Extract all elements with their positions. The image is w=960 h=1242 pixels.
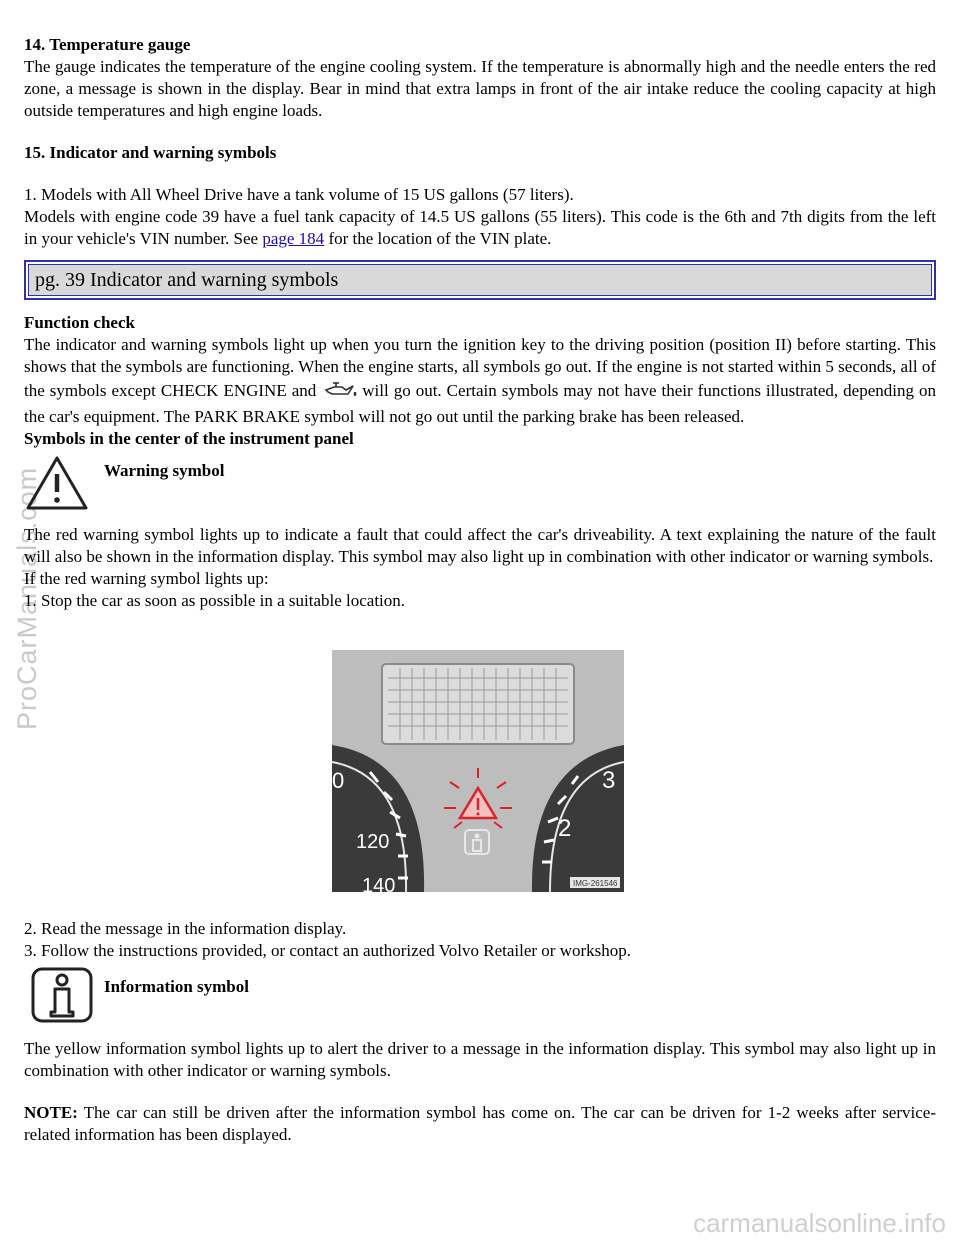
page-banner-title: pg. 39 Indicator and warning symbols <box>28 264 932 296</box>
footnote-2-pre: Models with engine code 39 have a fuel tank capacity of 14.5 US gallons (55 liters). This code is the 6th and 7th digits from the left in your vehicle's VIN number. See <box>24 207 936 248</box>
watermark-footer: carmanualsonline.info <box>693 1208 946 1238</box>
footnote-2-post: for the location of the VIN plate. <box>324 229 552 248</box>
section-14-text: The gauge indicates the temperature of the engine cooling system. If the temperature is abnormally high and the needle enters the red zone, a message is shown in the display. Bear in mind that extra lamps in front of the air intake reduce the cooling capacity at high outside temperatures and high engine loads. <box>24 57 936 120</box>
warning-triangle-icon <box>24 454 90 518</box>
information-icon <box>30 966 94 1030</box>
gauge-left-label-0: 0 <box>332 768 345 793</box>
information-symbol-row <box>24 966 936 1030</box>
page-184-link[interactable]: page 184 <box>262 229 325 248</box>
information-text: The yellow information symbol lights up to alert the driver to a message in the information display. This symbol may also light up in combination with other indicator or warning symbols. <box>24 1039 936 1080</box>
warning-symbol-title: Warning symbol <box>104 461 225 480</box>
note-label: NOTE: <box>24 1103 78 1122</box>
function-check-text-post: will go out. Certain symbols may not have their functions illustrated, depending on the car's equipment. The PARK BRAKE symbol will not go out until the parking brake has been released. <box>24 380 936 426</box>
note-text: The car can still be driven after the information symbol has come on. The car can be driven for 1-2 weeks after service-related information has been displayed. <box>24 1103 936 1144</box>
gauge-left-label-140: 140 <box>362 875 396 892</box>
function-check-text-pre: The indicator and warning symbols light up when you turn the ignition key to the driving position (position II) before starting. This shows that the symbols are functioning. When the engine starts, all symbols go out. If the engine is not started within 5 seconds, all of the symbols except CHECK ENGINE and <box>24 335 936 400</box>
function-check-heading: Function check <box>24 313 135 332</box>
footnote-1: 1. Models with All Wheel Drive have a tank volume of 15 US gallons (57 liters). <box>24 185 574 204</box>
section-14-heading: 14. Temperature gauge <box>24 35 191 54</box>
function-check-text <box>24 334 936 428</box>
manual-page <box>24 34 936 1146</box>
warning-text: The red warning symbol lights up to indicate a fault that could affect the car's driveability. A text explaining the nature of the fault will also be shown in the information display. This symbol may also light up in combination with other indicator or warning symbols. <box>24 525 936 566</box>
information-symbol-title: Information symbol <box>104 977 249 996</box>
note-paragraph <box>24 1102 936 1146</box>
oil-pressure-icon <box>320 378 358 406</box>
center-symbols-heading: Symbols in the center of the instrument panel <box>24 429 354 448</box>
warning-step-1: 1. Stop the car as soon as possible in a suitable location. <box>24 591 406 610</box>
watermark-side: ProCarManuals.com <box>12 466 42 730</box>
gauge-right-label-3: 3 <box>602 767 616 794</box>
figure-code: IMG-261546 <box>573 879 618 888</box>
section-15-heading: 15. Indicator and warning symbols <box>24 143 277 162</box>
warning-if-line: If the red warning symbol lights up: <box>24 569 269 588</box>
warning-step-3: 3. Follow the instructions provided, or contact an authorized Volvo Retailer or workshop. <box>24 941 632 960</box>
warning-step-2: 2. Read the message in the information display. <box>24 919 347 938</box>
warning-symbol-row <box>24 454 936 518</box>
instrument-panel-figure <box>332 650 624 892</box>
gauge-right-label-2: 2 <box>558 815 572 842</box>
page-banner <box>24 260 936 300</box>
footnote-2 <box>24 206 936 250</box>
gauge-left-label-120: 120 <box>356 831 390 853</box>
